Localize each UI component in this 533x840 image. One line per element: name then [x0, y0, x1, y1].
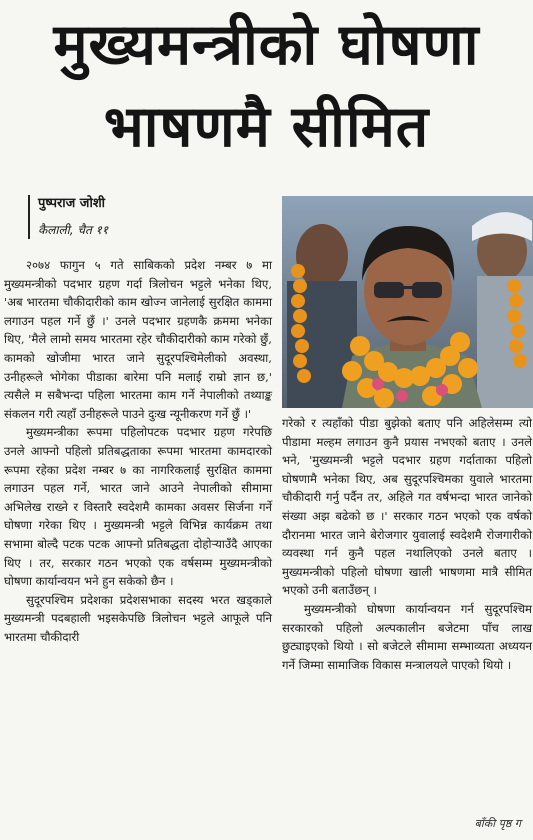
article-column-2	[282, 414, 532, 674]
paragraph: २०७४ फागुन ५ गते साबिकको प्रदेश नम्बर ७ मा मुख्यमन्त्रीको पदभार ग्रहण गर्दा त्रिलोचन भट्टले भनेका थिए, 'अब भारतमा चौकीदारीको काम खोज्न जानेलाई सुरक्षित काममा लगाउन पहल गर्ने छुँ ।' उनले पदभार ग्रहणकै क्रममा भनेका थिए, 'मैले लामो समय भारतमा रहेर चौकीदारीको काम गरेको छुँ, कामको खोजीमा भारत जाने सुदूरपश्चिमेलीको अवस्था, उनीहरूले भोगेका पीडाका बारेमा पनि मलाई राम्रो ज्ञान छ,' त्यसैले म सबैभन्दा पहिला भारतमा काम गर्ने नेपालीको तथ्याङ्क संकलन गरी त्यहाँ उनीहरूले पाउने दुःख न्यूनीकरण गर्ने छुँ ।'	[4, 258, 272, 421]
paragraph: मुख्यमन्त्रीको घोषणा कार्यान्वयन गर्न सुदूरपश्चिम सरकारको पहिलो अल्पकालीन बजेटमा पाँच लाख छुट्याइएको थियो । सो बजेटले सीमामा सम्भाव्यता अध्ययन गर्ने जिम्मा सामाजिक विकास मन्त्रालयले पाएको थियो ।	[282, 601, 532, 672]
continued-on-page: बाँकी पृष्ठ ग	[474, 817, 521, 830]
paragraph: सुदूरपश्चिम प्रदेशका प्रदेशसभाका सदस्य भरत खड्काले मुख्यमन्त्री पदबहाली भइसकेपछि त्रिलोचन भट्टले आफूले पनि भारतमा चौकीदारी	[4, 592, 272, 644]
byline	[28, 195, 258, 239]
news-photo	[282, 196, 533, 408]
author-name: पुष्पराज जोशी	[38, 196, 106, 211]
headline-line-1: मुख्यमन्त्रीको घोषणा	[53, 12, 480, 78]
dateline: कैलाली, चैत ११	[38, 223, 109, 237]
paragraph: गरेको र त्यहाँको पीडा बुझेको बताए पनि अहिलेसम्म त्यो पीडामा मल्हम लगाउन कुनै प्रयास नभएको बताए । उनले भने, 'मुख्यमन्त्री भट्टले पदभार ग्रहण गर्दाताका पहिलो घोषणामै भनेका थिए, अब सुदूरपश्चिमका युवाले भारतमा चौकीदारी गर्नु पर्दैन तर, अहिले गत वर्षभन्दा भारत जानेको संख्या अझ बढेको छ ।' सरकार गठन भएको एक वर्षको दौरानमा भारत जाने बेरोजगार युवालाई स्वदेशमै रोजगारीको व्यवस्था गर्न कुनै पहल नथालिएको उनले बताए । मुख्यमन्त्रीको पहिलो घोषणा खाली भाषणमा मात्रै सीमित भएको उनी बताउँछन् ।	[282, 416, 532, 598]
headline	[0, 0, 533, 175]
photo-illustration	[282, 196, 533, 408]
headline-line-2: भाषणमै सीमित	[103, 94, 430, 160]
paragraph: मुख्यमन्त्रीका रूपमा पहिलोपटक पदभार ग्रहण गरेपछि उनले आफ्नो पहिलो प्रतिबद्धताका रूपमा भारतमा कामदारको रूपमा रहेका प्रदेश नम्बर ७ का नागरिकलाई सुरक्षित काममा लगाउन पहल गर्ने, भारत जाने आउने नेपालीको सीमामा अभिलेख राख्ने र विस्तारै स्वदेशमै कामका अवसर सिर्जना गर्ने घोषणा गरेका थिए । मुख्यमन्त्री भट्टले विभिन्न कार्यक्रम तथा सभामा बोल्दै पटक पटक आफ्नो प्रतिबद्धता दोहोऱ्याउँदै आएका थिए । तर, सरकार गठन भएको एक वर्षसम्म मुख्यमन्त्रीको घोषणा कार्यान्वयन भने हुन सकेको छैन ।	[4, 425, 272, 589]
article-column-1	[4, 256, 272, 646]
